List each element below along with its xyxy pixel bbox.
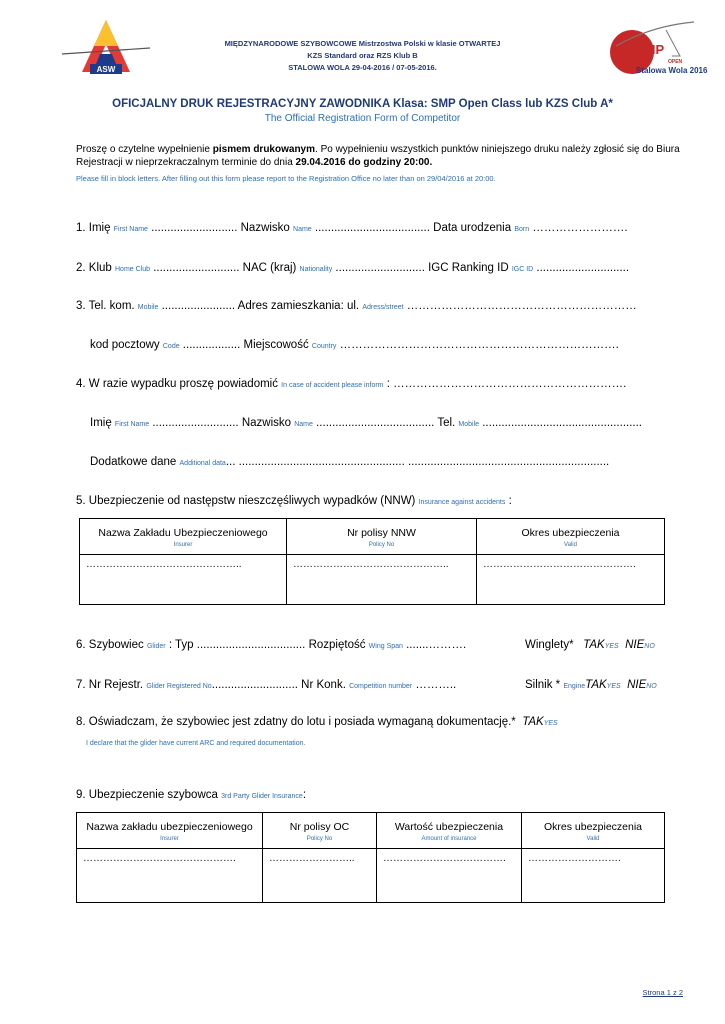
table-header: Wartość ubezpieczenia Amount of insurance	[377, 813, 522, 849]
section-accident-insurance: 5. Ubezpieczenie od następstw nieszczęśliwych wypadków (NNW) Insurance against accidents :	[76, 495, 512, 507]
winglets-yes[interactable]: TAKYES	[583, 639, 619, 651]
postal-code-field[interactable]: ..................	[179, 339, 241, 351]
svg-text:ASW: ASW	[96, 65, 116, 74]
engine-option: Silnik * EngineTAKYES NIENO	[525, 679, 657, 691]
declaration-yes[interactable]: TAKYES	[522, 716, 558, 728]
row-personal: 1. Imię First Name ........................... Nazwisko Name .................................... Data urodzenia Born …………………….	[76, 222, 628, 234]
table-header: Nr polisy NNW Policy No	[287, 519, 477, 555]
svg-text:SMP: SMP	[636, 42, 665, 57]
insurance-amount-input[interactable]: ……………………………….	[377, 849, 522, 903]
svg-text:Stalowa Wola 2016: Stalowa Wola 2016	[636, 66, 708, 75]
wing-span-field[interactable]: .......……….	[402, 639, 467, 651]
last-name-field[interactable]: ....................................	[311, 222, 430, 234]
additional-data-field[interactable]: ... .................................................... ...............................................................	[225, 456, 610, 468]
engine-yes[interactable]: TAKYES	[585, 679, 621, 691]
city-field[interactable]: ……………………………………………………………….	[336, 339, 619, 351]
engine-no[interactable]: NIENO	[627, 679, 657, 691]
row-emergency: 4. W razie wypadku proszę powiadomić In case of accident please inform : …………………………………………………….	[76, 378, 627, 390]
street-field[interactable]: ……………………………………………………	[403, 300, 637, 312]
glider-valid-input[interactable]: ……………………….	[522, 849, 665, 903]
form-title: OFICJALNY DRUK REJESTRACYJNY ZAWODNIKA Klasa: SMP Open Class lub KZS Club A*	[112, 98, 613, 110]
row-glider: 6. Szybowiec Glider : Typ .................................. Rozpiętość Wing Span .......……….	[76, 639, 467, 651]
asw-logo	[60, 14, 152, 76]
intro-text: Proszę o czytelne wypełnienie pismem drukowanym. Po wypełnieniu wszystkich punktów niniejszego druku należy zgłosić się do Biura Rejestracji w nieprzekraczalnym terminie do dnia 29.04.2016 do godziny 20:00.	[76, 144, 680, 168]
winglets-option: Winglety* TAKYES NIENO	[525, 639, 655, 651]
glider-policy-no-input[interactable]: ……………………..	[263, 849, 377, 903]
winglets-no[interactable]: NIENO	[625, 639, 655, 651]
glider-insurance-table	[76, 812, 665, 903]
valid-input[interactable]: ……………………………………….	[477, 555, 665, 605]
header-line-3: STALOWA WOLA 29-04-2016 / 07-05-2016.	[288, 63, 437, 72]
emergency-phone-field[interactable]: ..................................................	[479, 417, 642, 429]
insurer-input[interactable]: ………………………………………..	[80, 555, 287, 605]
table-header: Okres ubezpieczenia Valid	[477, 519, 665, 555]
page-number: Strona 1 z 2	[642, 988, 683, 997]
emergency-first-name-field[interactable]: ...........................	[149, 417, 239, 429]
glider-type-field[interactable]: ..................................	[196, 639, 306, 651]
row-declaration: 8. Oświadczam, że szybowiec jest zdatny do lotu i posiada wymaganą dokumentację.* TAKYES	[76, 716, 558, 728]
form-subtitle: The Official Registration Form of Competitor	[264, 113, 461, 124]
emergency-contact-field[interactable]: : …………………………………………………….	[383, 378, 627, 390]
club-field[interactable]: ...........................	[150, 262, 240, 274]
declaration-en: I declare that the glider have current ARC and required documentation.	[86, 740, 306, 747]
mobile-field[interactable]: .......................	[158, 300, 236, 312]
table-header: Okres ubezpieczenia Valid	[522, 813, 665, 849]
nationality-field[interactable]: ............................	[332, 262, 425, 274]
birth-date-field[interactable]: …………………….	[529, 222, 628, 234]
intro-text-en: Please fill in block letters. After filling out this form please report to the Registration Office no later than on 29/04/2016 at 20:00.	[76, 174, 496, 183]
table-header: Nazwa zakładu ubezpieczeniowego Insurer	[77, 813, 263, 849]
header-line-2: KZS Standard oraz RZS Klub B	[307, 51, 418, 60]
table-header: Nazwa Zakładu Ubezpieczeniowego Insurer	[80, 519, 287, 555]
registration-field[interactable]: ...........................	[211, 679, 298, 691]
igc-id-field[interactable]: .............................	[533, 262, 630, 274]
row-additional: Dodatkowe dane Additional data... .................................................... ...............................................................	[90, 456, 610, 468]
row-emergency-person: Imię First Name ........................... Nazwisko Name ..................................... Tel. Mobile ..................................................	[90, 417, 642, 429]
header-text	[180, 38, 545, 74]
policy-no-input[interactable]: ………………………………………..	[287, 555, 477, 605]
emergency-last-name-field[interactable]: .....................................	[312, 417, 435, 429]
table-header: Nr polisy OC Policy No	[263, 813, 377, 849]
accident-insurance-table	[79, 518, 665, 605]
row-contact: 3. Tel. kom. Mobile ....................... Adres zamieszkania: ul. Adress/street ……………………………………………………	[76, 300, 637, 312]
row-address: kod pocztowy Code .................. Miejscowość Country ……………………………………………………………….	[90, 339, 619, 351]
section-glider-insurance: 9. Ubezpieczenie szybowca 3rd Party Glider Insurance:	[76, 789, 307, 801]
smp-logo	[606, 16, 708, 78]
row-club: 2. Klub Home Club ........................... NAC (kraj) Nationality ............................ IGC Ranking ID IGC ID .............................	[76, 262, 630, 274]
svg-text:OPEN: OPEN	[668, 59, 683, 65]
first-name-field[interactable]: ...........................	[147, 222, 238, 234]
competition-number-field[interactable]: ………..	[412, 679, 457, 691]
row-registration: 7. Nr Rejestr. Glider Registered No........................... Nr Konk. Competition number ………..	[76, 679, 457, 691]
header-line-1: MIĘDZYNARODOWE SZYBOWCOWE Mistrzostwa Polski w klasie OTWARTEJ	[224, 39, 501, 48]
glider-insurer-input[interactable]: ……………………………………….	[77, 849, 263, 903]
